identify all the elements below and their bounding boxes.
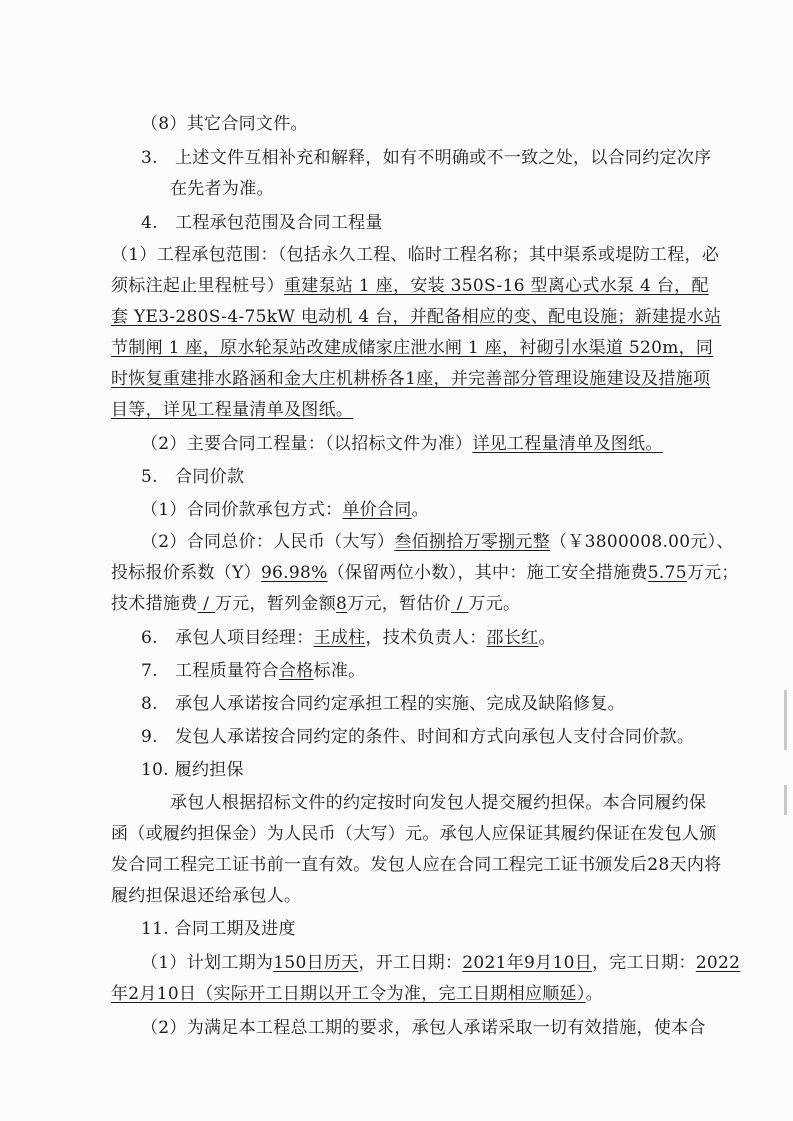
clause-4-heading: 4. 工程承包范围及合同工程量 <box>141 213 383 233</box>
technical-lead-name: 邵长红 <box>486 628 539 648</box>
scope-value-2: 套 YE3-280S-4-75kW 电动机 4 台，并配备相应的变、配电设施；新建提水站 <box>111 307 722 327</box>
scope-value-1: 重建泵站 1 座，安装 350S-16 型离心式水泵 4 台，配 <box>284 276 709 296</box>
performance-bond-line-4: 履约担保退还给承包人。 <box>111 886 302 906</box>
schedule-line-1: （1）计划工期为150日历天，开工日期：2021年9月10日，完工日期：2022 <box>141 953 741 973</box>
clause-6-personnel: 6. 承包人项目经理：王成柱，技术负责人：邵长红。 <box>141 628 556 648</box>
safety-fee-value: 5.75 <box>647 563 687 583</box>
main-quantities-value: 详见工程量清单及图纸。 <box>472 434 663 454</box>
other-fees: 技术措施费 / 万元，暂列金额8万元，暂估价 / 万元。 <box>111 594 521 614</box>
clause-9-text: 9. 发包人承诺按合同约定的条件、时间和方式向承包人支付合同价款。 <box>141 727 695 747</box>
scan-edge-mark <box>784 690 787 750</box>
clause-3-text: 3. 上述文件互相补充和解释，如有不明确或不一致之处，以合同约定次序 <box>141 148 712 168</box>
scope-value-4: 时恢复重建排水路涵和金大庄机耕桥各1座，并完善部分管理设施建设及措施项 <box>111 369 711 389</box>
scope-line-2 <box>111 275 709 297</box>
main-quantities-label: （2）主要合同工程量：（以招标文件为准） <box>141 434 473 454</box>
completion-date-value-part1: 2022 <box>695 953 741 973</box>
main-quantities <box>141 433 663 455</box>
estimate-value: / <box>450 594 469 614</box>
clause-11-heading: 11. 合同工期及进度 <box>141 919 296 939</box>
scan-edge-mark-2 <box>784 785 787 815</box>
bid-coefficient: 投标报价系数（Y）96.98%（保留两位小数），其中：施工安全措施费5.75万元； <box>111 563 739 583</box>
tech-fee-value: / <box>197 594 215 614</box>
clause-7-quality: 7. 工程质量符合合格标准。 <box>141 661 366 681</box>
item-8-other-documents: （8）其它合同文件。 <box>141 114 308 134</box>
completion-date-value-part2: 年2月10日（实际开工日期以开工令为准，完工日期相应顺延） <box>111 984 586 1004</box>
provisional-sum-value: 8 <box>336 594 348 614</box>
scope-label-tail: 须标注起止里程桩号） <box>111 276 284 296</box>
schedule-measures: （2）为满足本工程总工期的要求，承包人承诺采取一切有效措施，使本合 <box>141 1018 706 1038</box>
contract-type-value: 单价合同 <box>342 500 412 520</box>
contract-total-words: 叁佰捌拾万零捌元整 <box>394 532 551 552</box>
clause-3-text-cont: 在先者为准。 <box>170 179 274 199</box>
scope-value-5: 目等，详见工程量清单及图纸。 <box>111 400 354 420</box>
clause-8-text: 8. 承包人承诺按合同约定承担工程的实施、完成及缺陷修复。 <box>141 694 625 714</box>
performance-bond-line-2: 函（或履约担保金）为人民币（大写）元。承包人应保证其履约保证在发包人颁 <box>111 824 717 844</box>
scope-line-1: （1）工程承包范围：（包括永久工程、临时工程名称；其中渠系或堤防工程，必 <box>111 245 720 265</box>
duration-value: 150日历天 <box>273 953 359 973</box>
contract-type-label: （1）合同价款承包方式： <box>141 500 343 520</box>
performance-bond-line-1: 承包人根据招标文件的约定按时向发包人提交履约担保。本合同履约保 <box>170 793 707 813</box>
quality-standard-value: 合格 <box>278 661 314 681</box>
contract-type: （1）合同价款承包方式：单价合同。 <box>141 500 429 520</box>
contract-total <box>141 531 734 553</box>
contract-total-figure: （￥3800008.00元）、 <box>550 532 734 552</box>
scope-value-3: 节制闸 1 座，原水轮泵站改建成储家庄泄水闸 1 座，衬砌引水渠道 520m，同 <box>111 338 714 358</box>
project-manager-name: 王成柱 <box>313 628 366 648</box>
contract-total-label: （2）合同总价：人民币（大写） <box>141 532 395 552</box>
bid-coefficient-value: 96.98% <box>260 563 328 583</box>
performance-bond-line-3: 发合同工程完工证书前一直有效。发包人应在合同工程完工证书颁发后28天内将 <box>111 855 722 875</box>
clause-5-heading: 5. 合同价款 <box>141 467 245 487</box>
clause-10-heading: 10. 履约担保 <box>141 760 244 780</box>
start-date-value: 2021年9月10日 <box>462 953 592 973</box>
schedule-line-2: 年2月10日（实际开工日期以开工令为准，完工日期相应顺延）。 <box>111 984 603 1004</box>
